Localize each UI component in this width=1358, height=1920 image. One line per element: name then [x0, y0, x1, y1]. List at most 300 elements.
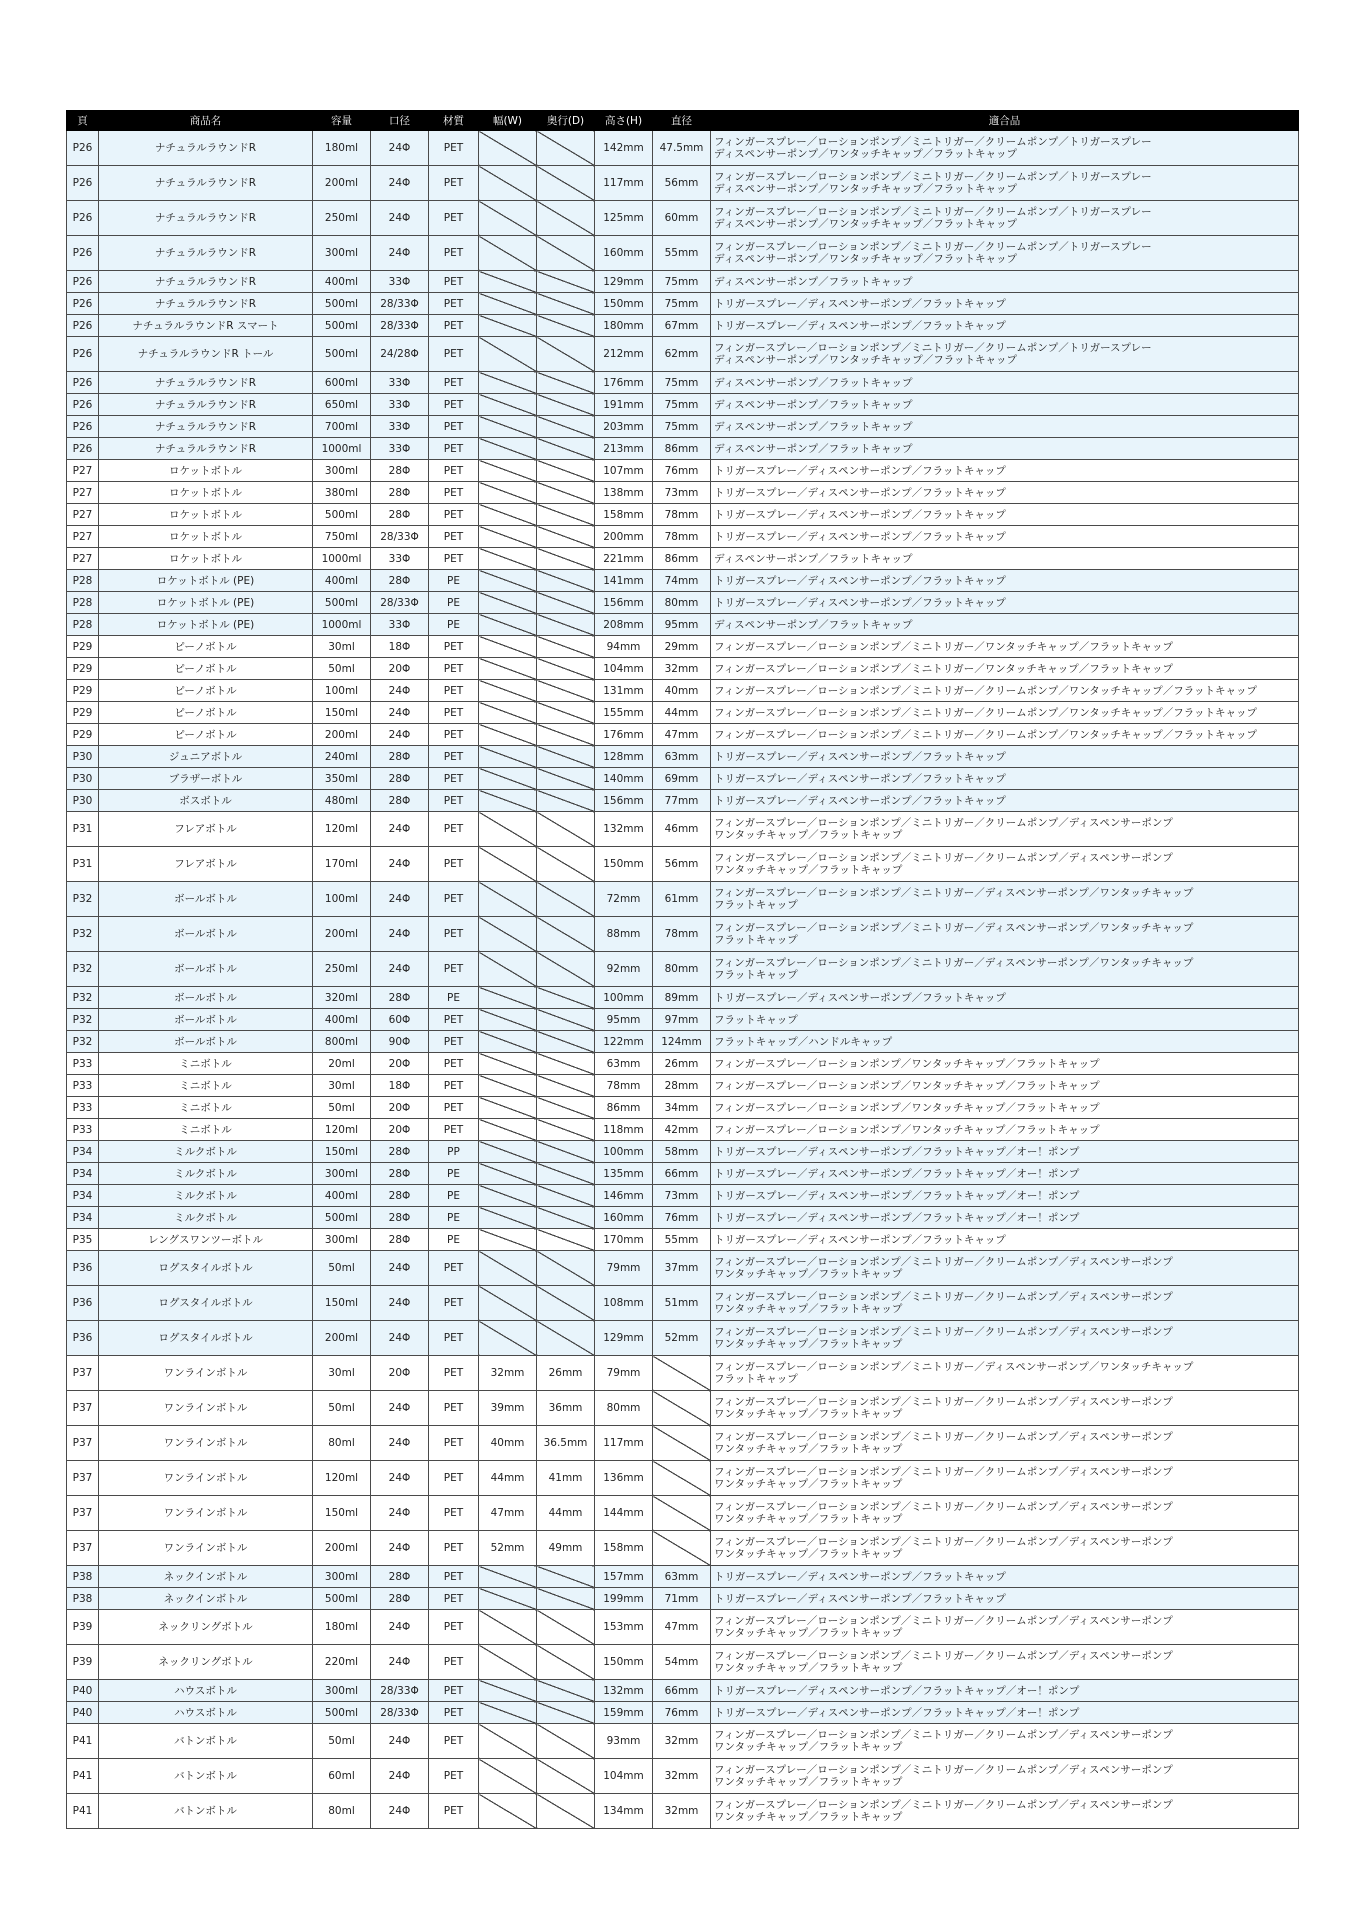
compatible-line-1: フラットキャップ／ハンドルキャップ	[714, 1035, 893, 1048]
compatible-line-1: フィンガースプレー／ローションポンプ／ミニトリガー／クリームポンプ／トリガースプレー	[714, 171, 1152, 183]
cell-width: 52mm	[479, 1531, 537, 1566]
cell-page: P29	[67, 702, 99, 724]
compatible-line-2: ワンタッチキャップ／フラットキャップ	[714, 829, 903, 841]
cell-compatible-products	[711, 460, 1299, 482]
cell-page: P26	[67, 394, 99, 416]
cell-depth	[537, 1321, 595, 1356]
compatible-line-1: トリガースプレー／ディスペンサーポンプ／フラットキャップ	[714, 772, 1006, 785]
cell-product-name: ロケットボトル	[99, 504, 313, 526]
cell-capacity: 240ml	[313, 746, 371, 768]
cell-height: 80mm	[595, 1391, 653, 1426]
cell-page: P38	[67, 1566, 99, 1588]
table-row	[67, 1794, 1299, 1829]
cell-product-name: ナチュラルラウンドR	[99, 293, 313, 315]
cell-depth	[537, 394, 595, 416]
table-row	[67, 1141, 1299, 1163]
cell-page: P26	[67, 372, 99, 394]
cell-diameter: 56mm	[653, 166, 711, 201]
cell-material: PET	[429, 1496, 479, 1531]
table-row	[67, 1163, 1299, 1185]
cell-diameter: 60mm	[653, 201, 711, 236]
cell-material: PET	[429, 768, 479, 790]
cell-mouth-diameter: 33Φ	[371, 394, 429, 416]
cell-page: P37	[67, 1356, 99, 1391]
cell-height: 92mm	[595, 952, 653, 987]
cell-depth	[537, 570, 595, 592]
cell-diameter: 76mm	[653, 1702, 711, 1724]
cell-page: P30	[67, 768, 99, 790]
cell-product-name: ナチュラルラウンドR	[99, 416, 313, 438]
cell-capacity: 120ml	[313, 1461, 371, 1496]
cell-depth	[537, 438, 595, 460]
compatible-line-1: トリガースプレー／ディスペンサーポンプ／フラットキャップ／オー！ポンプ	[714, 1684, 1080, 1697]
compatible-line-1: トリガースプレー／ディスペンサーポンプ／フラットキャップ／オー！ポンプ	[714, 1145, 1080, 1158]
compatible-line-1: フィンガースプレー／ローションポンプ／ミニトリガー／ディスペンサーポンプ／ワンタッチキャップ	[714, 887, 1194, 899]
cell-capacity: 150ml	[313, 1496, 371, 1531]
cell-height: 176mm	[595, 372, 653, 394]
cell-page: P39	[67, 1610, 99, 1645]
cell-compatible-products	[711, 847, 1299, 882]
cell-depth	[537, 768, 595, 790]
cell-capacity: 50ml	[313, 1724, 371, 1759]
cell-depth	[537, 416, 595, 438]
cell-page: P39	[67, 1645, 99, 1680]
cell-mouth-diameter: 28Φ	[371, 460, 429, 482]
cell-diameter: 77mm	[653, 790, 711, 812]
cell-compatible-products	[711, 1229, 1299, 1251]
cell-page: P40	[67, 1680, 99, 1702]
cell-compatible-products	[711, 592, 1299, 614]
cell-width	[479, 724, 537, 746]
cell-mouth-diameter: 24Φ	[371, 952, 429, 987]
cell-depth	[537, 1207, 595, 1229]
cell-page: P26	[67, 166, 99, 201]
cell-capacity: 220ml	[313, 1645, 371, 1680]
cell-product-name: ナチュラルラウンドR トール	[99, 337, 313, 372]
cell-material: PET	[429, 847, 479, 882]
cell-width	[479, 460, 537, 482]
table-row	[67, 372, 1299, 394]
cell-diameter: 61mm	[653, 882, 711, 917]
compatible-line-1: トリガースプレー／ディスペンサーポンプ／フラットキャップ／オー！ポンプ	[714, 1211, 1080, 1224]
cell-height: 100mm	[595, 1141, 653, 1163]
cell-capacity: 500ml	[313, 1588, 371, 1610]
cell-page: P26	[67, 271, 99, 293]
cell-mouth-diameter: 33Φ	[371, 372, 429, 394]
cell-material: PET	[429, 315, 479, 337]
cell-width	[479, 658, 537, 680]
cell-product-name: フレアボトル	[99, 812, 313, 847]
compatible-line-2: ワンタッチキャップ／フラットキャップ	[714, 1627, 903, 1639]
cell-material: PET	[429, 293, 479, 315]
cell-depth	[537, 236, 595, 271]
cell-product-name: ワンラインボトル	[99, 1531, 313, 1566]
cell-capacity: 650ml	[313, 394, 371, 416]
cell-mouth-diameter: 33Φ	[371, 548, 429, 570]
cell-diameter: 51mm	[653, 1286, 711, 1321]
cell-material: PET	[429, 917, 479, 952]
cell-compatible-products	[711, 882, 1299, 917]
cell-compatible-products	[711, 1531, 1299, 1566]
compatible-line-1: フィンガースプレー／ローションポンプ／ミニトリガー／クリームポンプ／ディスペンサーポンプ	[714, 1501, 1173, 1513]
cell-diameter: 32mm	[653, 1724, 711, 1759]
cell-product-name: フレアボトル	[99, 847, 313, 882]
cell-material: PET	[429, 337, 479, 372]
table-body	[67, 131, 1299, 1829]
cell-width	[479, 1229, 537, 1251]
cell-capacity: 250ml	[313, 952, 371, 987]
cell-width: 39mm	[479, 1391, 537, 1426]
cell-capacity: 600ml	[313, 372, 371, 394]
cell-height: 200mm	[595, 526, 653, 548]
table-row	[67, 1531, 1299, 1566]
cell-height: 135mm	[595, 1163, 653, 1185]
table-row	[67, 812, 1299, 847]
cell-height: 79mm	[595, 1251, 653, 1286]
cell-capacity: 60ml	[313, 1759, 371, 1794]
cell-diameter: 75mm	[653, 416, 711, 438]
table-row	[67, 1207, 1299, 1229]
compatible-line-2: ワンタッチキャップ／フラットキャップ	[714, 1513, 903, 1525]
cell-depth	[537, 724, 595, 746]
cell-product-name: ミルクボトル	[99, 1207, 313, 1229]
cell-page: P37	[67, 1426, 99, 1461]
compatible-line-2: ワンタッチキャップ／フラットキャップ	[714, 1408, 903, 1420]
cell-material: PET	[429, 1053, 479, 1075]
cell-capacity: 400ml	[313, 1009, 371, 1031]
table-row	[67, 526, 1299, 548]
cell-page: P30	[67, 746, 99, 768]
cell-material: PE	[429, 1207, 479, 1229]
cell-product-name: ネックリングボトル	[99, 1645, 313, 1680]
cell-compatible-products	[711, 1680, 1299, 1702]
cell-height: 158mm	[595, 504, 653, 526]
cell-capacity: 80ml	[313, 1794, 371, 1829]
compatible-line-1: フィンガースプレー／ローションポンプ／ミニトリガー／クリームポンプ／トリガースプレー	[714, 206, 1152, 218]
table-row	[67, 1461, 1299, 1496]
cell-height: 213mm	[595, 438, 653, 460]
cell-mouth-diameter: 28Φ	[371, 1229, 429, 1251]
cell-depth	[537, 1566, 595, 1588]
header-diameter: 直径	[653, 111, 711, 131]
cell-compatible-products	[711, 1461, 1299, 1496]
cell-mouth-diameter: 24Φ	[371, 166, 429, 201]
cell-compatible-products	[711, 236, 1299, 271]
cell-height: 160mm	[595, 236, 653, 271]
cell-diameter: 97mm	[653, 1009, 711, 1031]
compatible-line-1: フィンガースプレー／ローションポンプ／ミニトリガー／クリームポンプ／ディスペンサーポンプ	[714, 1799, 1173, 1811]
cell-material: PET	[429, 746, 479, 768]
cell-capacity: 200ml	[313, 917, 371, 952]
cell-mouth-diameter: 20Φ	[371, 1097, 429, 1119]
cell-capacity: 300ml	[313, 1229, 371, 1251]
cell-height: 134mm	[595, 1794, 653, 1829]
cell-product-name: ボールボトル	[99, 952, 313, 987]
cell-width	[479, 482, 537, 504]
cell-material: PET	[429, 1461, 479, 1496]
header-mouth-diameter: 口径	[371, 111, 429, 131]
cell-depth	[537, 1097, 595, 1119]
cell-width	[479, 1759, 537, 1794]
table-row	[67, 438, 1299, 460]
cell-compatible-products	[711, 987, 1299, 1009]
cell-capacity: 200ml	[313, 724, 371, 746]
cell-page: P32	[67, 952, 99, 987]
compatible-line-1: フィンガースプレー／ローションポンプ／ミニトリガー／クリームポンプ／ディスペンサーポンプ	[714, 817, 1173, 829]
cell-compatible-products	[711, 166, 1299, 201]
cell-diameter: 47mm	[653, 1610, 711, 1645]
cell-material: PET	[429, 271, 479, 293]
compatible-line-1: フィンガースプレー／ローションポンプ／ミニトリガー／ディスペンサーポンプ／ワンタッチキャップ	[714, 922, 1194, 934]
cell-mouth-diameter: 24Φ	[371, 236, 429, 271]
cell-capacity: 50ml	[313, 1391, 371, 1426]
cell-compatible-products	[711, 917, 1299, 952]
cell-width	[479, 1588, 537, 1610]
cell-product-name: ミニボトル	[99, 1119, 313, 1141]
cell-material: PE	[429, 1229, 479, 1251]
compatible-line-1: トリガースプレー／ディスペンサーポンプ／フラットキャップ	[714, 319, 1006, 332]
cell-product-name: ネックインボトル	[99, 1566, 313, 1588]
compatible-line-1: フィンガースプレー／ローションポンプ／ミニトリガー／クリームポンプ／ディスペンサーポンプ	[714, 1396, 1173, 1408]
cell-depth	[537, 1251, 595, 1286]
cell-material: PE	[429, 592, 479, 614]
cell-depth	[537, 1163, 595, 1185]
bottle-spec-table	[66, 110, 1299, 1829]
cell-product-name: ワンラインボトル	[99, 1391, 313, 1426]
cell-compatible-products	[711, 1075, 1299, 1097]
cell-mouth-diameter: 24Φ	[371, 1610, 429, 1645]
cell-material: PET	[429, 526, 479, 548]
cell-diameter: 29mm	[653, 636, 711, 658]
cell-product-name: バトンボトル	[99, 1759, 313, 1794]
cell-compatible-products	[711, 768, 1299, 790]
cell-page: P41	[67, 1759, 99, 1794]
compatible-line-2: フラットキャップ	[714, 1373, 798, 1385]
compatible-line-1: フィンガースプレー／ローションポンプ／ミニトリガー／クリームポンプ／ディスペンサーポンプ	[714, 1466, 1173, 1478]
cell-diameter: 58mm	[653, 1141, 711, 1163]
cell-capacity: 180ml	[313, 1610, 371, 1645]
cell-height: 128mm	[595, 746, 653, 768]
cell-compatible-products	[711, 1031, 1299, 1053]
table-row	[67, 460, 1299, 482]
cell-page: P31	[67, 847, 99, 882]
cell-width	[479, 526, 537, 548]
cell-height: 129mm	[595, 271, 653, 293]
cell-mouth-diameter: 28Φ	[371, 1141, 429, 1163]
cell-height: 108mm	[595, 1286, 653, 1321]
cell-height: 132mm	[595, 812, 653, 847]
cell-compatible-products	[711, 1009, 1299, 1031]
cell-product-name: ナチュラルラウンドR	[99, 236, 313, 271]
cell-height: 95mm	[595, 1009, 653, 1031]
cell-depth	[537, 315, 595, 337]
compatible-line-1: フィンガースプレー／ローションポンプ／ミニトリガー／クリームポンプ／ディスペンサーポンプ	[714, 1650, 1173, 1662]
cell-material: PET	[429, 680, 479, 702]
cell-diameter: 37mm	[653, 1251, 711, 1286]
compatible-line-1: フィンガースプレー／ローションポンプ／ミニトリガー／クリームポンプ／ディスペンサーポンプ	[714, 1291, 1173, 1303]
cell-page: P27	[67, 504, 99, 526]
cell-product-name: バトンボトル	[99, 1724, 313, 1759]
cell-width	[479, 847, 537, 882]
cell-compatible-products	[711, 1588, 1299, 1610]
cell-height: 104mm	[595, 1759, 653, 1794]
table-row	[67, 768, 1299, 790]
cell-depth	[537, 1610, 595, 1645]
cell-height: 136mm	[595, 1461, 653, 1496]
compatible-line-1: フィンガースプレー／ローションポンプ／ワンタッチキャップ／フラットキャップ	[714, 1057, 1100, 1070]
compatible-line-1: ディスペンサーポンプ／フラットキャップ	[714, 442, 913, 455]
cell-compatible-products	[711, 1426, 1299, 1461]
cell-capacity: 150ml	[313, 1286, 371, 1321]
cell-material: PE	[429, 570, 479, 592]
cell-capacity: 100ml	[313, 680, 371, 702]
cell-material: PE	[429, 1185, 479, 1207]
compatible-line-1: フィンガースプレー／ローションポンプ／ミニトリガー／クリームポンプ／ディスペンサーポンプ	[714, 1764, 1173, 1776]
compatible-line-1: トリガースプレー／ディスペンサーポンプ／フラットキャップ	[714, 464, 1006, 477]
cell-page: P27	[67, 548, 99, 570]
cell-depth	[537, 526, 595, 548]
table-row	[67, 416, 1299, 438]
compatible-line-1: ディスペンサーポンプ／フラットキャップ	[714, 420, 913, 433]
cell-material: PET	[429, 482, 479, 504]
cell-page: P41	[67, 1794, 99, 1829]
cell-page: P34	[67, 1207, 99, 1229]
cell-width	[479, 746, 537, 768]
cell-height: 63mm	[595, 1053, 653, 1075]
cell-material: PET	[429, 416, 479, 438]
cell-product-name: ナチュラルラウンドR	[99, 271, 313, 293]
cell-compatible-products	[711, 746, 1299, 768]
cell-page: P26	[67, 131, 99, 166]
cell-compatible-products	[711, 952, 1299, 987]
cell-product-name: ログスタイルボトル	[99, 1321, 313, 1356]
compatible-line-2: ディスペンサーポンプ／ワンタッチキャップ／フラットキャップ	[714, 148, 1018, 160]
cell-diameter: 75mm	[653, 372, 711, 394]
cell-depth	[537, 1724, 595, 1759]
compatible-line-2: ディスペンサーポンプ／ワンタッチキャップ／フラットキャップ	[714, 218, 1018, 230]
cell-material: PET	[429, 1009, 479, 1031]
cell-diameter: 54mm	[653, 1645, 711, 1680]
cell-page: P32	[67, 882, 99, 917]
compatible-line-1: ディスペンサーポンプ／フラットキャップ	[714, 275, 913, 288]
cell-depth	[537, 293, 595, 315]
cell-mouth-diameter: 20Φ	[371, 1119, 429, 1141]
cell-page: P28	[67, 570, 99, 592]
cell-width	[479, 438, 537, 460]
cell-width	[479, 1031, 537, 1053]
cell-compatible-products	[711, 1207, 1299, 1229]
header-height: 高さ(H)	[595, 111, 653, 131]
table-row	[67, 394, 1299, 416]
cell-material: PET	[429, 1724, 479, 1759]
cell-capacity: 500ml	[313, 1207, 371, 1229]
compatible-line-1: トリガースプレー／ディスペンサーポンプ／フラットキャップ／オー！ポンプ	[714, 1189, 1080, 1202]
compatible-line-2: ワンタッチキャップ／フラットキャップ	[714, 1338, 903, 1350]
cell-product-name: ワンラインボトル	[99, 1356, 313, 1391]
cell-capacity: 500ml	[313, 592, 371, 614]
compatible-line-1: トリガースプレー／ディスペンサーポンプ／フラットキャップ	[714, 991, 1006, 1004]
cell-compatible-products	[711, 1566, 1299, 1588]
cell-material: PET	[429, 790, 479, 812]
cell-material: PET	[429, 1321, 479, 1356]
cell-page: P37	[67, 1496, 99, 1531]
cell-diameter	[653, 1356, 711, 1391]
cell-page: P29	[67, 636, 99, 658]
cell-compatible-products	[711, 131, 1299, 166]
table-row	[67, 1702, 1299, 1724]
cell-product-name: ナチュラルラウンドR	[99, 438, 313, 460]
cell-material: PET	[429, 1794, 479, 1829]
cell-capacity: 300ml	[313, 1163, 371, 1185]
table-row	[67, 1286, 1299, 1321]
table-row	[67, 236, 1299, 271]
cell-depth	[537, 952, 595, 987]
compatible-line-2: ワンタッチキャップ／フラットキャップ	[714, 1548, 903, 1560]
cell-width	[479, 1794, 537, 1829]
cell-product-name: ワンラインボトル	[99, 1426, 313, 1461]
cell-product-name: レングスワンツーボトル	[99, 1229, 313, 1251]
cell-capacity: 750ml	[313, 526, 371, 548]
compatible-line-1: トリガースプレー／ディスペンサーポンプ／フラットキャップ	[714, 1233, 1006, 1246]
cell-product-name: ナチュラルラウンドR	[99, 201, 313, 236]
cell-width	[479, 1251, 537, 1286]
cell-diameter: 34mm	[653, 1097, 711, 1119]
cell-height: 118mm	[595, 1119, 653, 1141]
cell-product-name: ボールボトル	[99, 1031, 313, 1053]
compatible-line-2: ワンタッチキャップ／フラットキャップ	[714, 864, 903, 876]
compatible-line-2: ディスペンサーポンプ／ワンタッチキャップ／フラットキャップ	[714, 253, 1018, 265]
cell-mouth-diameter: 33Φ	[371, 271, 429, 293]
table-row	[67, 592, 1299, 614]
cell-capacity: 80ml	[313, 1426, 371, 1461]
cell-mouth-diameter: 24Φ	[371, 1496, 429, 1531]
cell-mouth-diameter: 24Φ	[371, 1461, 429, 1496]
cell-capacity: 30ml	[313, 1356, 371, 1391]
cell-height: 107mm	[595, 460, 653, 482]
cell-mouth-diameter: 24Φ	[371, 724, 429, 746]
compatible-line-1: フィンガースプレー／ローションポンプ／ミニトリガー／クリームポンプ／ディスペンサーポンプ	[714, 1431, 1173, 1443]
cell-width	[479, 372, 537, 394]
compatible-line-1: フィンガースプレー／ローションポンプ／ミニトリガー／クリームポンプ／ディスペンサーポンプ	[714, 1729, 1173, 1741]
compatible-line-1: フラットキャップ	[714, 1013, 798, 1026]
cell-diameter	[653, 1426, 711, 1461]
cell-capacity: 50ml	[313, 1097, 371, 1119]
cell-depth	[537, 372, 595, 394]
compatible-line-2: ワンタッチキャップ／フラットキャップ	[714, 1776, 903, 1788]
cell-material: PE	[429, 614, 479, 636]
cell-mouth-diameter: 24Φ	[371, 1321, 429, 1356]
cell-product-name: ピーノボトル	[99, 702, 313, 724]
cell-capacity: 800ml	[313, 1031, 371, 1053]
cell-capacity: 200ml	[313, 1531, 371, 1566]
compatible-line-1: ディスペンサーポンプ／フラットキャップ	[714, 398, 913, 411]
cell-product-name: ログスタイルボトル	[99, 1251, 313, 1286]
cell-height: 93mm	[595, 1724, 653, 1759]
table-row	[67, 131, 1299, 166]
table-row	[67, 570, 1299, 592]
cell-product-name: ブラザーボトル	[99, 768, 313, 790]
cell-width	[479, 315, 537, 337]
cell-mouth-diameter: 24/28Φ	[371, 337, 429, 372]
cell-width	[479, 812, 537, 847]
cell-mouth-diameter: 20Φ	[371, 1356, 429, 1391]
cell-depth	[537, 271, 595, 293]
table-row	[67, 746, 1299, 768]
cell-capacity: 300ml	[313, 460, 371, 482]
cell-depth: 26mm	[537, 1356, 595, 1391]
cell-width	[479, 504, 537, 526]
cell-height: 157mm	[595, 1566, 653, 1588]
